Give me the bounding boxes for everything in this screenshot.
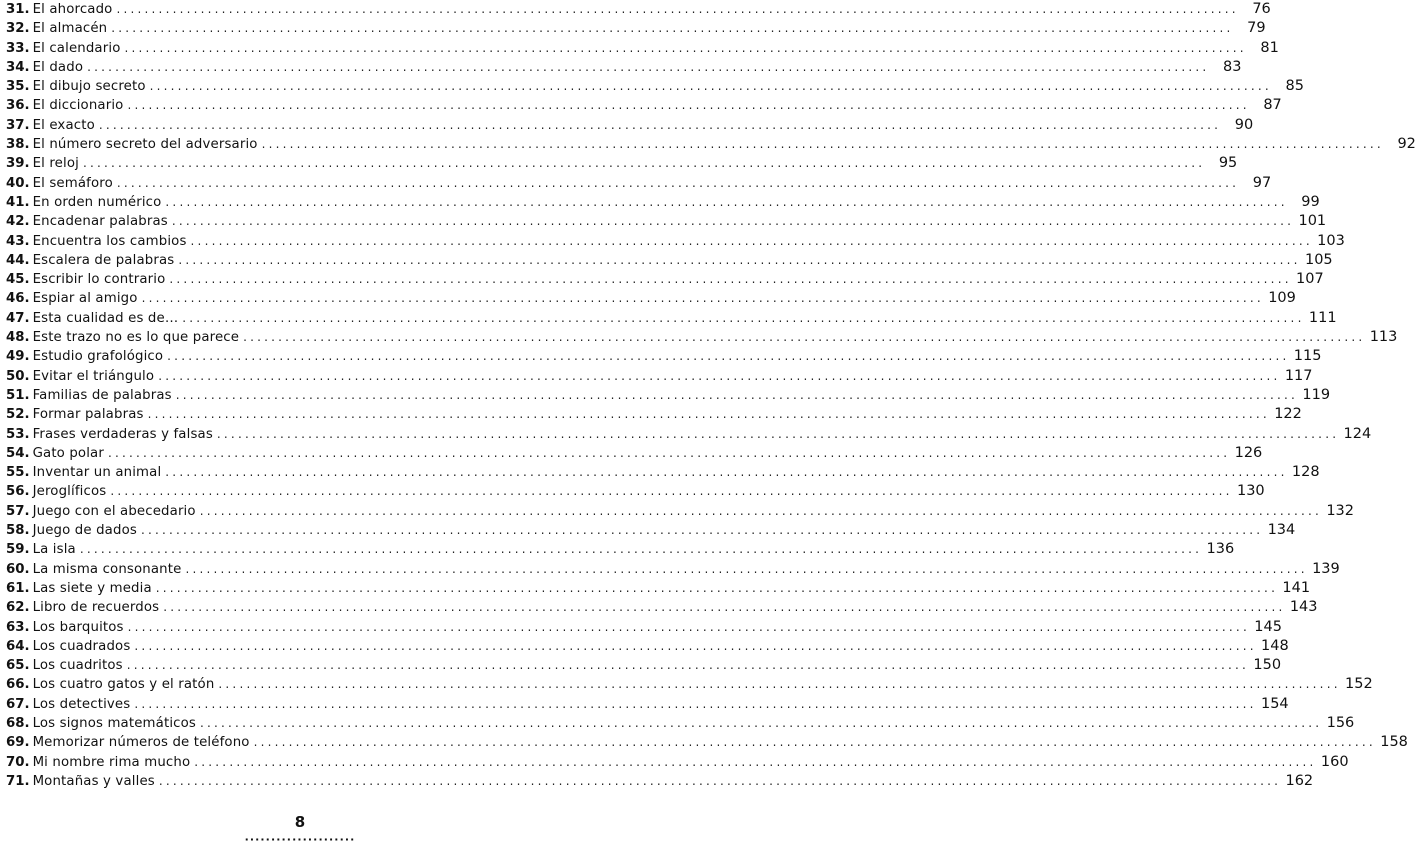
entry-title: El número secreto del adversario — [32, 137, 258, 153]
dot-leader: ................................................................................................................................................................ — [163, 600, 1286, 615]
dot-leader: ................................................................................................................................................................ — [216, 426, 1340, 441]
entry-number: 31. — [6, 2, 30, 17]
entry-number: 35. — [6, 79, 30, 95]
entry-number: 46. — [6, 291, 30, 307]
dot-leader: ................................................................................................................................................................ — [218, 677, 1341, 692]
entry-page: 111 — [1308, 309, 1337, 326]
entry-page: 143 — [1289, 599, 1318, 616]
entry-number: 38. — [6, 137, 30, 153]
toc-entry[interactable] — [6, 212, 1327, 231]
entry-number: 69. — [6, 735, 30, 751]
entry-number: 60. — [6, 561, 30, 577]
toc-entry[interactable] — [6, 77, 1304, 96]
dot-leader: ................................................................................................................................................................ — [182, 310, 1305, 325]
entry-page: 87 — [1263, 97, 1282, 114]
toc-entry[interactable] — [6, 482, 1265, 501]
entry-page: 101 — [1298, 213, 1327, 230]
toc-entry[interactable] — [6, 347, 1322, 366]
entry-page: 148 — [1261, 637, 1289, 654]
dot-leader: ................................................................................................................................................................ — [127, 98, 1250, 113]
entry-title: El dado — [32, 59, 84, 75]
entry-title: Familias de palabras — [32, 387, 172, 403]
entry-title: Jeroglíficos — [32, 484, 107, 500]
entry-number: 44. — [6, 252, 30, 268]
toc-entry[interactable] — [6, 405, 1302, 424]
entry-number: 41. — [6, 194, 30, 210]
toc-entry[interactable] — [6, 289, 1296, 308]
toc-entry[interactable] — [6, 58, 1242, 77]
entry-title: La misma consonante — [32, 561, 182, 577]
entry-number: 42. — [6, 214, 30, 230]
entry-page: 124 — [1343, 425, 1372, 442]
dot-leader: ................................................................................................................................................................ — [199, 503, 1323, 518]
toc-entry[interactable] — [6, 425, 1372, 444]
page-number: 8 — [294, 813, 306, 831]
entry-number: 39. — [6, 156, 30, 172]
entry-title: Gato polar — [32, 445, 104, 461]
entry-title: Juego de dados — [32, 523, 137, 539]
toc-entry[interactable] — [6, 386, 1331, 405]
entry-number: 37. — [6, 117, 30, 133]
entry-page: 150 — [1253, 657, 1282, 674]
entry-page: 117 — [1284, 367, 1313, 384]
dot-leader: ................................................................................................................................................................ — [194, 754, 1317, 769]
entry-page: 139 — [1312, 560, 1340, 577]
entry-title: Escribir lo contrario — [32, 272, 166, 288]
entry-page: 92 — [1397, 136, 1416, 153]
toc-entry[interactable] — [6, 637, 1289, 656]
toc-entry[interactable] — [6, 598, 1318, 617]
entry-title: Evitar el triángulo — [32, 368, 155, 384]
dot-leader: ................................................................................................................................................................ — [261, 137, 1384, 152]
toc-entry[interactable] — [6, 772, 1314, 791]
toc-entry[interactable] — [6, 463, 1320, 482]
entry-title: Los cuadrados — [32, 638, 131, 654]
entry-number: 36. — [6, 98, 30, 114]
entry-title: Encuentra los cambios — [32, 233, 187, 249]
dot-leader: ................................................................................................................................................................ — [158, 368, 1281, 383]
dot-leader: ................................................................................................................................................................ — [134, 696, 1257, 711]
entry-page: 132 — [1326, 502, 1355, 519]
dot-leader: ................................................................................................................................................................ — [87, 59, 1210, 74]
dot-leader: ................................................................................................................................................................ — [82, 156, 1206, 171]
dot-leader: ................................................................................................................................................................ — [185, 561, 1308, 576]
entry-number: 65. — [6, 658, 30, 674]
toc-entry[interactable] — [6, 19, 1266, 38]
entry-number: 32. — [6, 21, 30, 37]
dot-leader: ................................................................................................................................................................ — [110, 484, 1233, 499]
entry-page: 158 — [1380, 734, 1408, 751]
entry-number: 52. — [6, 407, 30, 423]
entry-number: 71. — [6, 773, 30, 789]
entry-page: 136 — [1206, 541, 1235, 558]
entry-title: Estudio grafológico — [32, 349, 164, 365]
toc-entry[interactable] — [6, 270, 1324, 289]
dot-leader: ................................................................................................................................................................ — [175, 387, 1299, 402]
toc-entry[interactable] — [6, 116, 1254, 135]
dot-leader: ................................................................................................................................................................ — [243, 330, 1366, 345]
dot-leader: ................................................................................................................................................................ — [116, 2, 1239, 16]
entry-title: Frases verdaderas y falsas — [32, 426, 213, 442]
entry-title: Este trazo no es lo que parece — [32, 330, 240, 346]
dot-leader: ................................................................................................................................................................ — [126, 658, 1250, 673]
dot-leader: ................................................................................................................................................................ — [199, 715, 1323, 730]
dot-leader: ................................................................................................................................................................ — [111, 21, 1234, 36]
dot-leader: ................................................................................................................................................................ — [178, 252, 1301, 267]
entry-title: Los barquitos — [32, 619, 124, 635]
entry-title: Encadenar palabras — [32, 214, 168, 230]
entry-title: Memorizar números de teléfono — [32, 735, 250, 751]
toc-entry[interactable] — [6, 193, 1320, 212]
toc-entry[interactable] — [6, 251, 1333, 270]
entry-page: 152 — [1345, 676, 1373, 693]
toc-entry[interactable] — [6, 733, 1408, 752]
entry-number: 66. — [6, 677, 30, 693]
entry-page: 81 — [1260, 39, 1279, 56]
entry-title: Formar palabras — [32, 407, 144, 423]
entry-page: 105 — [1304, 251, 1333, 268]
entry-title: Espiar al amigo — [32, 291, 138, 307]
entry-title: Los detectives — [32, 696, 131, 712]
entry-title: Los cuatro gatos y el ratón — [32, 677, 215, 693]
entry-page: 79 — [1247, 20, 1266, 37]
toc-entry[interactable] — [6, 695, 1289, 714]
entry-title: La isla — [32, 542, 76, 558]
entry-number: 53. — [6, 426, 30, 442]
toc-entry[interactable] — [6, 0, 1271, 19]
toc-entry[interactable] — [6, 618, 1282, 637]
entry-number: 34. — [6, 59, 30, 75]
entry-number: 67. — [6, 696, 30, 712]
dot-leader: ................................................................................................................................................................ — [155, 580, 1279, 595]
dot-leader: ................................................................................................................................................................ — [149, 79, 1272, 94]
entry-title: Libro de recuerdos — [32, 600, 160, 616]
dot-leader: ................................................................................................................................................................ — [141, 291, 1264, 306]
entry-title: El reloj — [32, 156, 79, 172]
entry-page: 122 — [1274, 406, 1302, 423]
entry-page: 113 — [1369, 329, 1398, 346]
entry-number: 64. — [6, 638, 30, 654]
entry-number: 57. — [6, 503, 30, 519]
dot-leader: ................................................................................................................................................................ — [158, 773, 1282, 788]
toc-entry[interactable] — [6, 753, 1349, 772]
entry-title: Las siete y media — [32, 580, 152, 596]
toc-entry[interactable] — [6, 154, 1238, 173]
dot-leader: ................................................................................................................................................................ — [140, 523, 1264, 538]
dot-leader: ................................................................................................................................................................ — [116, 175, 1240, 190]
entry-title: El exacto — [32, 117, 95, 133]
entry-page: 145 — [1254, 618, 1282, 635]
entry-page: 90 — [1234, 116, 1254, 133]
entry-page: 103 — [1317, 232, 1345, 249]
entry-number: 50. — [6, 368, 30, 384]
entry-number: 49. — [6, 349, 30, 365]
entry-number: 56. — [6, 484, 30, 500]
dot-leader: ................................................................................................................................................................ — [98, 117, 1222, 132]
toc-entry[interactable] — [6, 656, 1282, 675]
dot-leader: ................................................................................................................................................................ — [169, 272, 1292, 287]
dot-leader: ................................................................................................................................................................ — [127, 619, 1250, 634]
toc-entry[interactable] — [6, 521, 1296, 540]
toc-entry[interactable] — [6, 502, 1355, 521]
toc-entry[interactable] — [6, 560, 1340, 579]
entry-page: 156 — [1326, 714, 1355, 731]
toc-entry[interactable] — [6, 232, 1345, 251]
footer-dot-ornament: ····················· — [244, 833, 356, 846]
dot-leader: ................................................................................................................................................................ — [253, 735, 1376, 750]
entry-page: 85 — [1285, 78, 1304, 95]
entry-page: 128 — [1291, 464, 1320, 481]
entry-page: 115 — [1293, 348, 1322, 365]
entry-number: 63. — [6, 619, 30, 635]
entry-number: 61. — [6, 580, 30, 596]
entry-page: 141 — [1282, 579, 1311, 596]
entry-title: Juego con el abecedario — [32, 503, 196, 519]
toc-entry[interactable] — [6, 579, 1311, 598]
entry-title: En orden numérico — [32, 194, 162, 210]
entry-page: 130 — [1236, 483, 1265, 500]
entry-page: 76 — [1252, 1, 1271, 17]
entry-number: 43. — [6, 233, 30, 249]
entry-number: 51. — [6, 387, 30, 403]
entry-title: Mi nombre rima mucho — [32, 754, 191, 770]
entry-page: 99 — [1301, 193, 1320, 210]
entry-page: 109 — [1268, 290, 1296, 307]
toc-entry[interactable] — [6, 39, 1279, 58]
dot-leader: ................................................................................................................................................................ — [165, 465, 1288, 480]
toc-entry[interactable] — [6, 675, 1373, 694]
entry-page: 154 — [1260, 695, 1289, 712]
entry-number: 54. — [6, 445, 30, 461]
entry-title: El dibujo secreto — [32, 79, 146, 95]
toc-entry[interactable] — [6, 309, 1337, 328]
toc-entry[interactable] — [6, 714, 1355, 733]
entry-title: Los signos matemáticos — [32, 715, 196, 731]
entry-title: Inventar un animal — [32, 465, 162, 481]
entry-title: Montañas y valles — [32, 773, 155, 789]
table-of-contents — [6, 0, 1416, 791]
dot-leader: ................................................................................................................................................................ — [124, 40, 1247, 55]
entry-title: Los cuadritos — [32, 658, 123, 674]
toc-entry[interactable] — [6, 174, 1272, 193]
dot-leader: ................................................................................................................................................................ — [165, 194, 1288, 209]
dot-leader: ................................................................................................................................................................ — [134, 638, 1257, 653]
dot-leader: ................................................................................................................................................................ — [147, 407, 1270, 422]
entry-page: 97 — [1252, 174, 1272, 191]
toc-entry[interactable] — [6, 135, 1416, 154]
entry-title: El ahorcado — [32, 2, 113, 17]
entry-number: 33. — [6, 40, 30, 56]
dot-leader: ................................................................................................................................................................ — [171, 214, 1295, 229]
entry-page: 119 — [1302, 386, 1331, 403]
entry-number: 70. — [6, 754, 30, 770]
entry-number: 47. — [6, 310, 30, 326]
entry-page: 162 — [1285, 772, 1314, 789]
toc-entry[interactable] — [6, 328, 1398, 347]
dot-leader: ................................................................................................................................................................ — [107, 445, 1231, 460]
entry-page: 95 — [1218, 155, 1238, 172]
dot-leader: ................................................................................................................................................................ — [167, 349, 1290, 364]
entry-number: 58. — [6, 523, 30, 539]
entry-title: El almacén — [32, 21, 108, 37]
page-footer — [0, 812, 600, 831]
entry-page: 134 — [1267, 522, 1296, 539]
entry-number: 59. — [6, 542, 30, 558]
toc-entry[interactable] — [6, 96, 1282, 115]
dot-leader: ................................................................................................................................................................ — [79, 542, 1203, 557]
entry-number: 62. — [6, 600, 30, 616]
entry-title: El diccionario — [32, 98, 124, 114]
entry-title: Escalera de palabras — [32, 252, 175, 268]
entry-number: 48. — [6, 330, 30, 346]
entry-number: 45. — [6, 272, 30, 288]
entry-number: 55. — [6, 465, 30, 481]
entry-page: 107 — [1296, 271, 1324, 288]
entry-page: 126 — [1234, 444, 1263, 461]
toc-entry[interactable] — [6, 367, 1313, 386]
toc-entry[interactable] — [6, 540, 1235, 559]
entry-title: Esta cualidad es de… — [32, 310, 179, 326]
entry-title: El semáforo — [32, 175, 113, 191]
entry-number: 40. — [6, 175, 30, 191]
entry-page: 160 — [1320, 753, 1349, 770]
entry-number: 68. — [6, 715, 30, 731]
dot-leader: ................................................................................................................................................................ — [190, 233, 1313, 248]
entry-page: 83 — [1222, 58, 1242, 75]
toc-entry[interactable] — [6, 444, 1263, 463]
entry-title: El calendario — [32, 40, 121, 56]
